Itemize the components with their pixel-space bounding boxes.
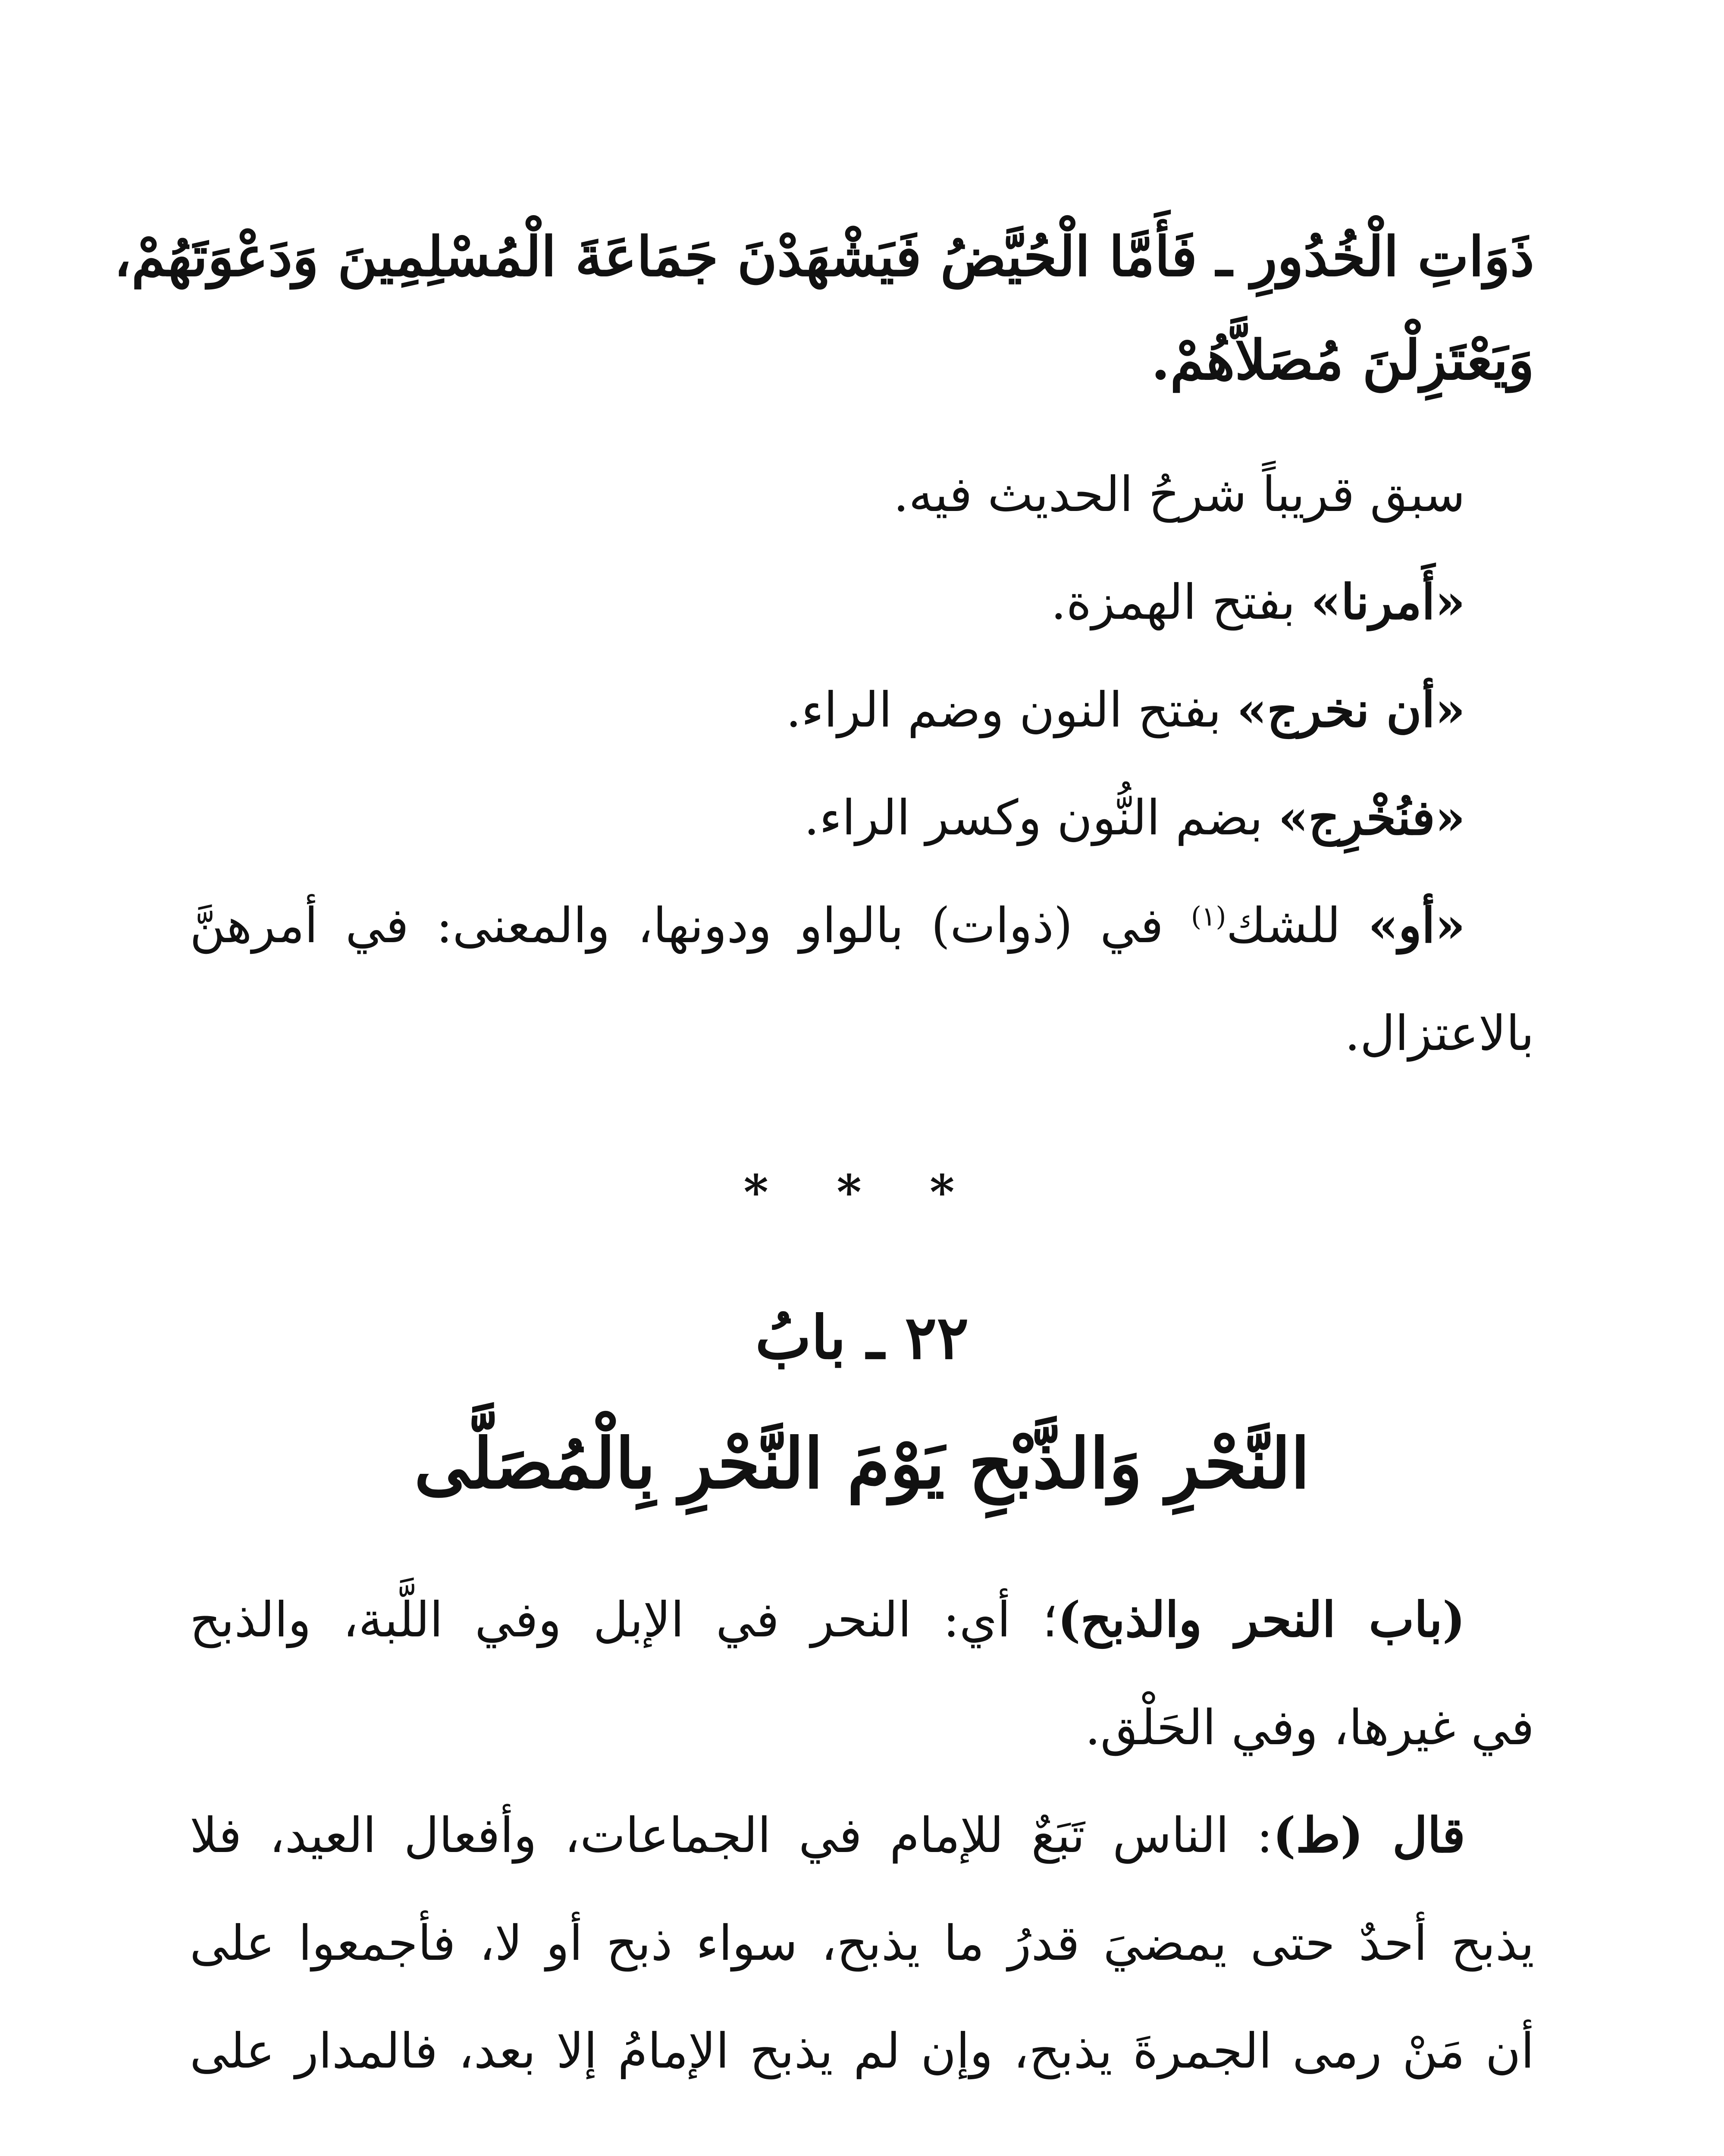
explanation-line-2: في غيرها، وفي الحَلْق. — [1085, 1700, 1534, 1756]
chapter-title: النَّحْرِ وَالذَّبْحِ يَوْمَ النَّحْرِ بِالْمُصَلَّى — [414, 1423, 1310, 1504]
section-separator: * * * — [743, 1164, 981, 1220]
explanation-term: (باب النحر والذبح) — [1057, 1592, 1465, 1648]
commentary-text: للشك — [1226, 898, 1368, 954]
explanation-line-3 — [190, 1807, 1465, 1865]
commentary-term: «أن نخرج» — [1237, 682, 1465, 738]
explanation-text: : الناس تَبَعٌ للإمام في الجماعات، وأفعال العيد، فلا — [190, 1808, 1273, 1864]
commentary-line-5 — [190, 897, 1465, 955]
footnote-marker: (١) — [1191, 900, 1226, 932]
commentary-line-1: سبق قريباً شرحُ الحديث فيه. — [893, 467, 1465, 523]
hadith-line-1: ذَوَاتِ الْخُدُورِ ـ فَأَمَّا الْحُيَّضُ فَيَشْهَدْنَ جَمَاعَةَ الْمُسْلِمِينَ وَدَعْوَتَهُمْ، — [114, 225, 1534, 288]
explanation-term: قال (ط) — [1273, 1807, 1465, 1864]
commentary-text: بفتح الهمزة. — [1050, 574, 1311, 630]
commentary-text: بفتح النون وضم الراء. — [786, 682, 1237, 738]
commentary-text: في (ذوات) بالواو ودونها، والمعنى: في أمرهنَّ — [190, 898, 1191, 954]
commentary-line-6: بالاعتزال. — [1345, 1006, 1534, 1062]
commentary-term: «فنُخْرِج» — [1278, 790, 1465, 846]
explanation-line-1 — [190, 1591, 1465, 1649]
explanation-text: ؛ أي: النحر في الإبل وفي اللَّبة، والذبح — [190, 1592, 1058, 1648]
chapter-number: ٢٢ ـ بابُ — [755, 1302, 969, 1373]
commentary-term: «أو» — [1368, 897, 1465, 954]
explanation-line-4: يذبح أحدٌ حتى يمضيَ قدرُ ما يذبح، سواء ذبح أو لا، فأجمعوا على — [190, 1915, 1534, 1971]
hadith-line-2: وَيَعْتَزِلْنَ مُصَلاَّهُمْ. — [1151, 328, 1534, 392]
commentary-line-4 — [190, 789, 1465, 847]
commentary-term: «أَمرنا» — [1310, 574, 1465, 630]
commentary-line-3 — [190, 681, 1465, 739]
commentary-line-2 — [190, 573, 1465, 631]
commentary-text: بضم النُّون وكسر الراء. — [804, 790, 1279, 846]
explanation-line-5: أن مَنْ رمى الجمرةَ يذبح، وإن لم يذبح الإمامُ إلا بعد، فالمدار على — [190, 2023, 1534, 2079]
